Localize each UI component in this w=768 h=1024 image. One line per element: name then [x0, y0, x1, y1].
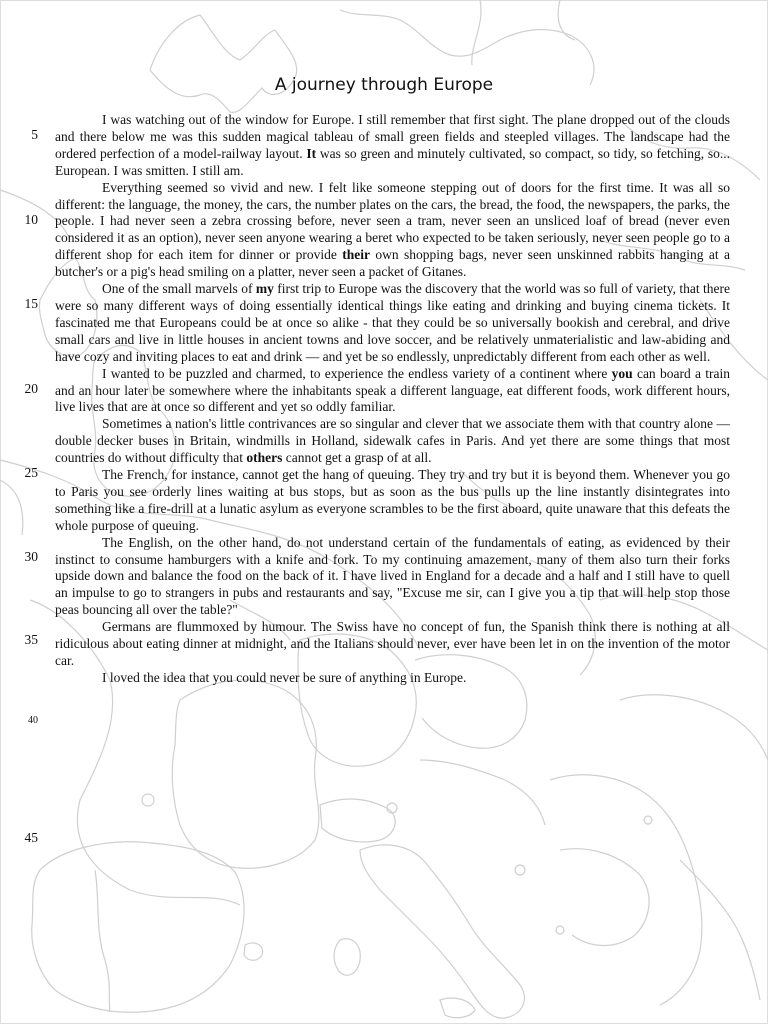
paragraph [55, 467, 730, 535]
paragraph [55, 112, 730, 180]
paragraph [55, 416, 730, 467]
text-run: was so green and minutely cultivated, so compact, so tidy, so fetching, so... European. I was smitten. I still am. [55, 145, 730, 178]
line-number: 20 [24, 381, 38, 396]
line-number: 45 [24, 830, 38, 845]
emphasis-text: It [306, 145, 317, 161]
line-number: 40 [28, 715, 38, 726]
line-number: 30 [24, 549, 38, 564]
emphasis-text: you [611, 365, 633, 381]
text-run: I wanted to be puzzled and charmed, to experience the endless variety of a continent where [102, 365, 612, 381]
text-run: I loved the idea that you could never be sure of anything in Europe. [102, 669, 467, 685]
page-title: A journey through Europe [274, 75, 494, 95]
text-run: Everything seemed so vivid and new. I felt like someone stepping out of doors for the first time. It was all so different: the language, the money, the cars, the number plates on the cars, the bread, the food, the newspapers, the parks, the people. I had never seen a zebra crossing before, never seen a tram, never seen an unsliced loaf of bread (never even considered it as an option), never seen anyone wearing a beret who expected to be taken seriously, never seen people go to a different shop for each item for dinner or provide [55, 179, 730, 263]
emphasis-text: my [255, 281, 274, 297]
paragraph [55, 670, 730, 687]
emphasis-text: their [342, 247, 370, 263]
paragraph [55, 366, 730, 417]
text-run: The English, on the other hand, do not understand certain of the fundamentals of eating, as evidenced by their instinct to consume hamburgers with a knife and fork. To my continuing amazement, many of them also turn their forks upside down and balance the food on the back of it. I have lived in England for a decade and a half and I still have to quell an impulse to go to strangers in pubs and restaurants and say, "Excuse me sir, can I give you a tip that will help stop those peas bouncing all over the table?" [55, 534, 730, 618]
paragraph [55, 281, 730, 366]
text-run: Germans are flummoxed by humour. The Swiss have no concept of fun, the Spanish think there is nothing at all ridiculous about eating dinner at midnight, and the Italians should never, ever have been let in on the invention of the motor car. [55, 619, 730, 668]
line-number: 25 [24, 465, 38, 480]
line-number: 10 [24, 212, 38, 227]
text-run: can board a train and an hour later be somewhere where the inhabitants speak a different language, eat different foods, work different hours, live lives that are at once so different and yet so oddly familiar. [55, 365, 730, 415]
text-run: One of the small marvels of [102, 281, 256, 297]
emphasis-text: others [246, 450, 283, 466]
text-run: The French, for instance, cannot get the hang of queuing. They try and try but it is beyond them. Whenever you go to Paris you see orderly lines waiting at bus stops, but as soon as the bus pulls up the line instantly disintegrates into something like a fire-drill at a lunatic asylum as everyone scrambles to be the first aboard, quite unaware that this defeats the whole purpose of queuing. [55, 467, 730, 533]
text-run: Sometimes a nation's little contrivances are so singular and clever that we associate them with that country alone — double decker buses in Britain, windmills in Holland, sidewalk cafes in Paris. And yet there are some things that most countries do without difficulty that [55, 416, 730, 466]
paragraph [55, 619, 730, 670]
text-run: first trip to Europe was the discovery that the world was so full of variety, that there were so many different ways of doing essentially identical things like eating and drinking and buying cinema tickets. It fascinated me that Europeans could be at once so alike - that they could be so universally bookish and cerebral, and drive small cars and live in little houses in ancient towns and love soccer, and be relatively unmaterialistic and law-abiding and have cozy and inviting places to eat and drink — and yet be so endlessly, unpredictably different from each other as well. [55, 281, 730, 364]
line-number: 5 [31, 127, 38, 142]
text-run: own shopping bags, never seen unskinned rabbits hanging at a butcher's or a pig's head smiling on a platter, never seen a packet of Gitanes. [55, 247, 730, 280]
line-number: 35 [24, 632, 38, 647]
paragraph [55, 535, 730, 620]
text-run: cannot get a grasp of at all. [282, 450, 432, 466]
paragraph [55, 180, 730, 281]
essay-body [55, 112, 730, 687]
text-run: I was watching out of the window for Europe. I still remember that first sight. The plane dropped out of the clouds and there below me was this sudden magical tableau of small green fields and steepled villages. The landscape had the ordered perfection of a model-railway layout. [55, 112, 730, 161]
line-number: 15 [24, 296, 38, 311]
